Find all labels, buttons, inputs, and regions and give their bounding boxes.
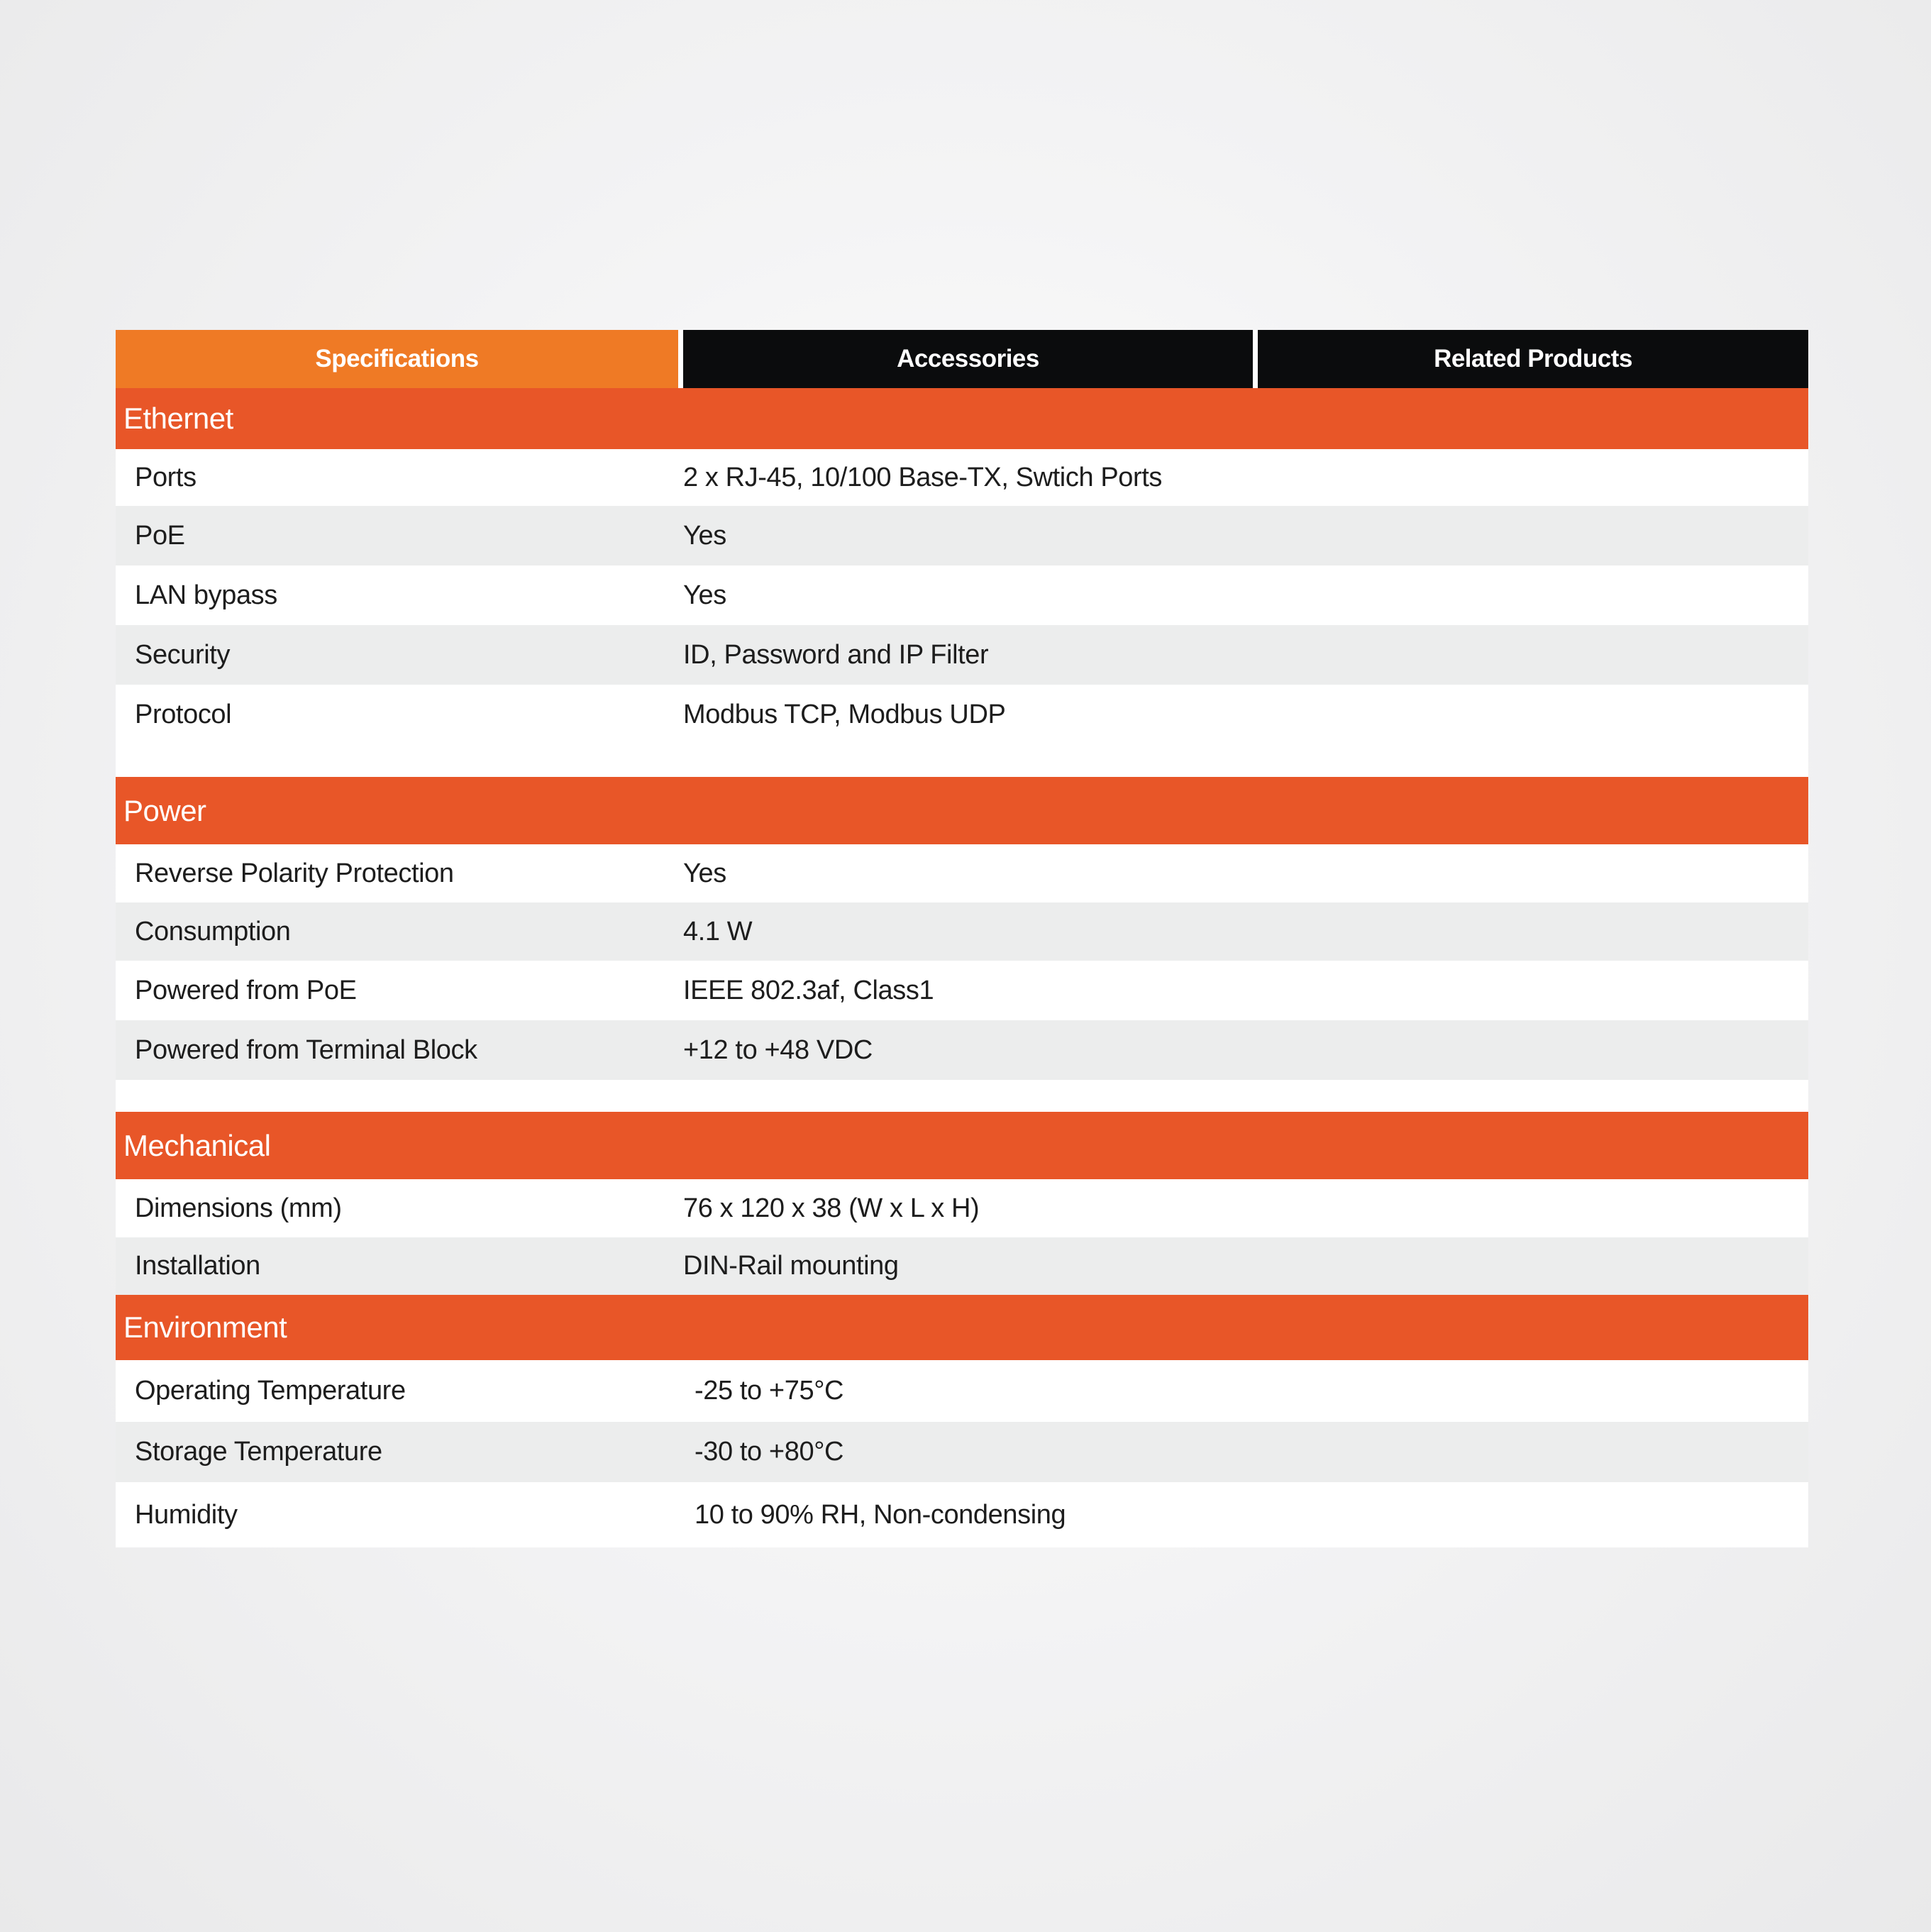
spec-value: -30 to +80°C (695, 1437, 844, 1467)
table-row (116, 449, 1808, 506)
tab-specifications[interactable]: Specifications (116, 330, 683, 388)
table-row (116, 961, 1808, 1020)
spec-value: 4.1 W (683, 916, 753, 946)
tab-related-products[interactable]: Related Products (1258, 330, 1808, 388)
spec-label: Operating Temperature (135, 1376, 406, 1406)
spec-value: DIN-Rail mounting (683, 1251, 899, 1281)
tab-accessories[interactable]: Accessories (683, 330, 1258, 388)
table-row (116, 685, 1808, 744)
section-title: Ethernet (123, 402, 233, 435)
spec-value: 2 x RJ-45, 10/100 Base-TX, Swtich Ports (683, 462, 1163, 492)
spec-value: 10 to 90% RH, Non-condensing (695, 1499, 1066, 1530)
table-row (116, 902, 1808, 961)
section-title: Mechanical (123, 1128, 271, 1162)
spec-label: Ports (135, 462, 197, 492)
section-spacer (116, 744, 1808, 777)
spec-label: Protocol (135, 699, 232, 729)
spec-label: Reverse Polarity Protection (135, 858, 454, 888)
spec-value: Yes (683, 858, 726, 888)
spec-label: Humidity (135, 1499, 238, 1530)
spec-value: 76 x 120 x 38 (W x L x H) (683, 1193, 980, 1223)
section-title: Environment (123, 1310, 287, 1344)
table-row (116, 1482, 1808, 1547)
section-spacer (116, 1080, 1808, 1112)
spec-label: PoE (135, 520, 185, 551)
spec-value: +12 to +48 VDC (683, 1034, 873, 1065)
spec-value: Modbus TCP, Modbus UDP (683, 699, 1006, 729)
spec-value: Yes (683, 520, 726, 551)
spec-label: Powered from PoE (135, 975, 357, 1005)
spec-label: LAN bypass (135, 580, 277, 610)
table-row (116, 1237, 1808, 1295)
table-row (116, 625, 1808, 685)
spec-label: Security (135, 639, 231, 670)
spec-label: Dimensions (mm) (135, 1193, 342, 1223)
table-row (116, 506, 1808, 565)
table-row (116, 1360, 1808, 1422)
spec-label: Storage Temperature (135, 1437, 382, 1467)
tab-bar (116, 330, 1808, 388)
spec-label: Installation (135, 1251, 260, 1281)
spec-value: IEEE 802.3af, Class1 (683, 975, 934, 1005)
table-row (116, 1179, 1808, 1237)
spec-value: -25 to +75°C (695, 1376, 844, 1406)
section-header-ethernet (116, 388, 1808, 449)
spec-value: ID, Password and IP Filter (683, 639, 989, 670)
spec-value: Yes (683, 580, 726, 610)
spec-label: Consumption (135, 916, 291, 946)
section-header-mechanical (116, 1112, 1808, 1179)
table-row (116, 1020, 1808, 1080)
section-title: Power (123, 793, 206, 827)
table-row (116, 844, 1808, 902)
table-row (116, 1422, 1808, 1482)
section-header-power (116, 777, 1808, 844)
spec-label: Powered from Terminal Block (135, 1034, 477, 1065)
section-header-environment (116, 1295, 1808, 1360)
specifications-panel (116, 330, 1808, 1547)
table-row (116, 565, 1808, 625)
